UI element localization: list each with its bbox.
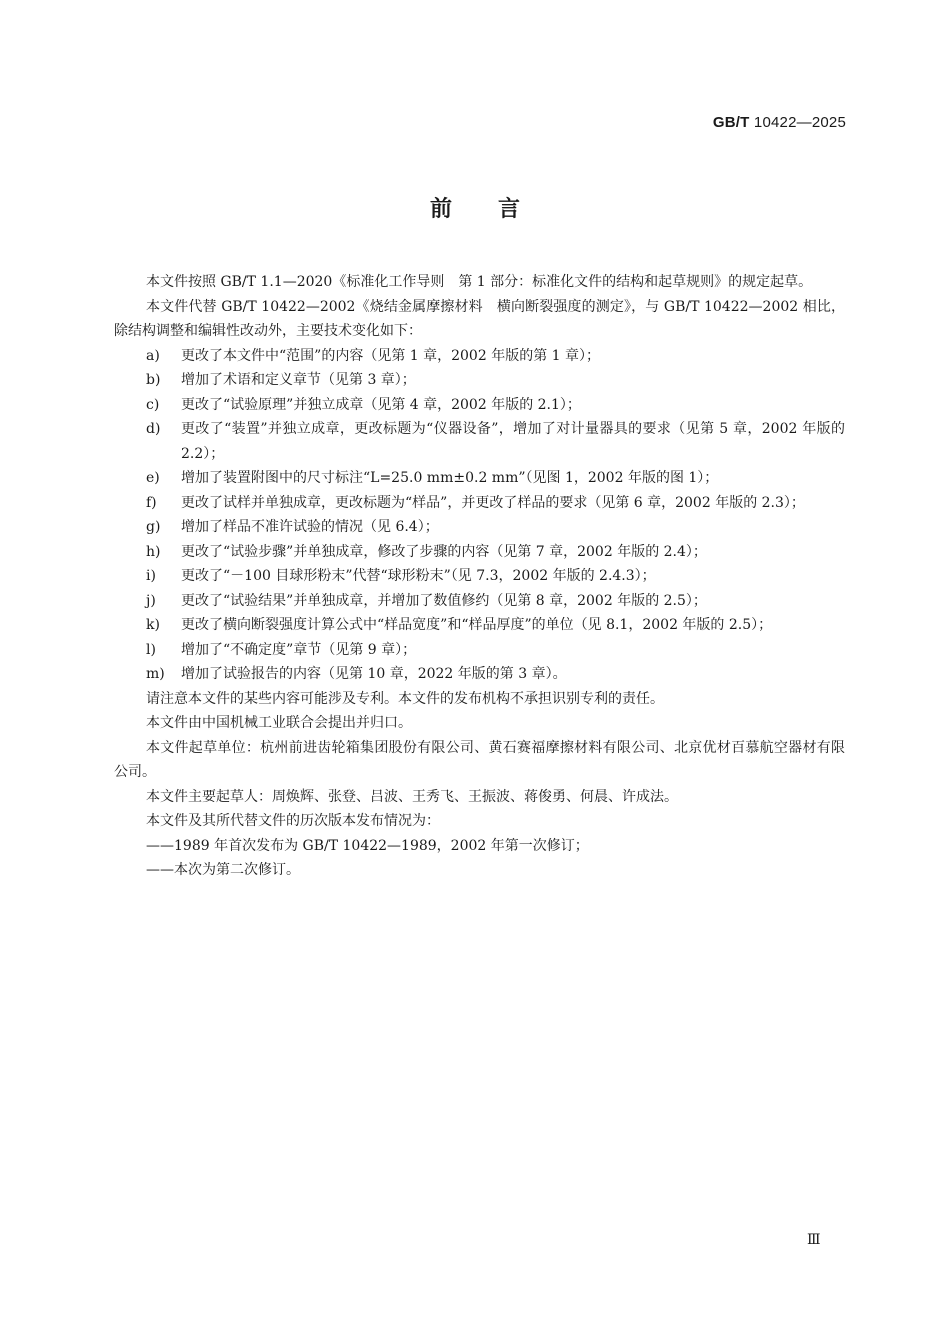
list-item — [114, 638, 845, 663]
list-item — [114, 540, 845, 565]
paragraph-proposer: 本文件由中国机械工业联合会提出并归口。 — [146, 715, 412, 731]
list-item-label: j) — [146, 592, 156, 609]
list-item-text: 增加了试验报告的内容（见第 10 章，2022 年版的第 3 章）。 — [181, 666, 567, 682]
paragraph-patent-notice: 请注意本文件的某些内容可能涉及专利。本文件的发布机构不承担识别专利的责任。 — [146, 690, 664, 707]
list-item — [114, 491, 845, 516]
list-item-text: 增加了术语和定义章节（见第 3 章）； — [181, 372, 416, 388]
list-item-text: 更改了“试验步骤”并单独成章，修改了步骤的内容（见第 7 章，2002 年版的 2.4）； — [181, 543, 707, 560]
list-item — [114, 344, 845, 369]
list-item-label: f) — [146, 494, 157, 511]
list-item-text: 增加了样品不准许试验的情况（见 6.4）； — [181, 519, 439, 535]
list-item-label: g) — [146, 519, 161, 535]
list-item — [114, 417, 845, 466]
list-item — [114, 393, 845, 418]
list-item — [114, 589, 845, 614]
list-item-text: 增加了“不确定度”章节（见第 9 章）； — [181, 641, 417, 658]
list-item-text: 更改了本文件中“范围”的内容（见第 1 章，2002 年版的第 1 章）； — [181, 347, 601, 364]
list-item-label: k) — [146, 617, 160, 633]
paragraph-history-intro: 本文件及其所代替文件的历次版本发布情况为： — [146, 813, 440, 829]
standard-prefix: GB/T — [712, 114, 750, 131]
list-item-label: l) — [146, 641, 156, 658]
page-title: 前言 — [429, 197, 566, 222]
list-item — [114, 662, 845, 687]
paragraph-drafting-rule: 本文件按照 GB/T 1.1—2020《标准化工作导则 第 1 部分：标准化文件的结构和起草规则》的规定起草。 — [146, 274, 813, 290]
list-item — [114, 564, 845, 589]
list-item-text: 更改了“－100 目球形粉末”代替“球形粉末”（见 7.3，2002 年版的 2.4.3）； — [181, 568, 656, 584]
history-item: ——本次为第二次修订。 — [146, 862, 300, 878]
list-item — [114, 515, 845, 540]
list-item-text: 更改了横向断裂强度计算公式中“样品宽度”和“样品厚度”的单位（见 8.1，2002 年版的 2.5）； — [181, 617, 773, 633]
page-number: Ⅲ — [807, 1232, 821, 1248]
list-item — [114, 613, 845, 638]
list-item-label: d) — [146, 421, 161, 437]
list-item-label: a) — [146, 347, 160, 364]
paragraph-replacement: 本文件代替 GB/T 10422—2002《烧结金属摩擦材料 横向断裂强度的测定》，与 GB/T 10422—2002 相比，除结构调整和编辑性改动外，主要技术变化如下： — [114, 298, 845, 339]
changes-list — [114, 344, 845, 687]
list-item-text: 更改了“试验原理”并独立成章（见第 4 章，2002 年版的 2.1）； — [181, 396, 581, 413]
list-item-text: 增加了装置附图中的尺寸标注“L=25.0 mm±0.2 mm”（见图 1，2002 年版的图 1）； — [181, 470, 719, 486]
paragraph-drafting-units: 本文件起草单位：杭州前进齿轮箱集团股份有限公司、黄石赛福摩擦材料有限公司、北京优材百慕航空器材有限公司。 — [114, 739, 845, 780]
list-item-label: m) — [146, 666, 165, 682]
list-item-label: b) — [146, 372, 161, 388]
list-item-text: 更改了试样并单独成章，更改标题为“样品”，并更改了样品的要求（见第 6 章，2002 年版的 2.3）； — [181, 494, 805, 511]
list-item-label: e) — [146, 470, 160, 486]
list-item-text: 更改了“试验结果”并单独成章，并增加了数值修约（见第 8 章，2002 年版的 2.5）； — [181, 592, 707, 609]
list-item-label: h) — [146, 543, 161, 560]
history-item: ——1989 年首次发布为 GB/T 10422—1989，2002 年第一次修订； — [146, 837, 589, 854]
standard-number: 10422—2025 — [753, 114, 846, 131]
list-item — [114, 368, 845, 393]
standard-code — [713, 114, 846, 131]
list-item-text: 更改了“装置”并独立成章，更改标题为“仪器设备”，增加了对计量器具的要求（见第 5 章，2002 年版的 2.2）； — [181, 421, 845, 462]
document-body — [114, 270, 845, 883]
list-item — [114, 466, 845, 491]
list-item-label: i) — [146, 568, 156, 584]
list-item-label: c) — [146, 396, 160, 413]
paragraph-drafters: 本文件主要起草人：周焕辉、张登、吕波、王秀飞、王振波、蒋俊勇、何晨、许成法。 — [146, 788, 678, 805]
